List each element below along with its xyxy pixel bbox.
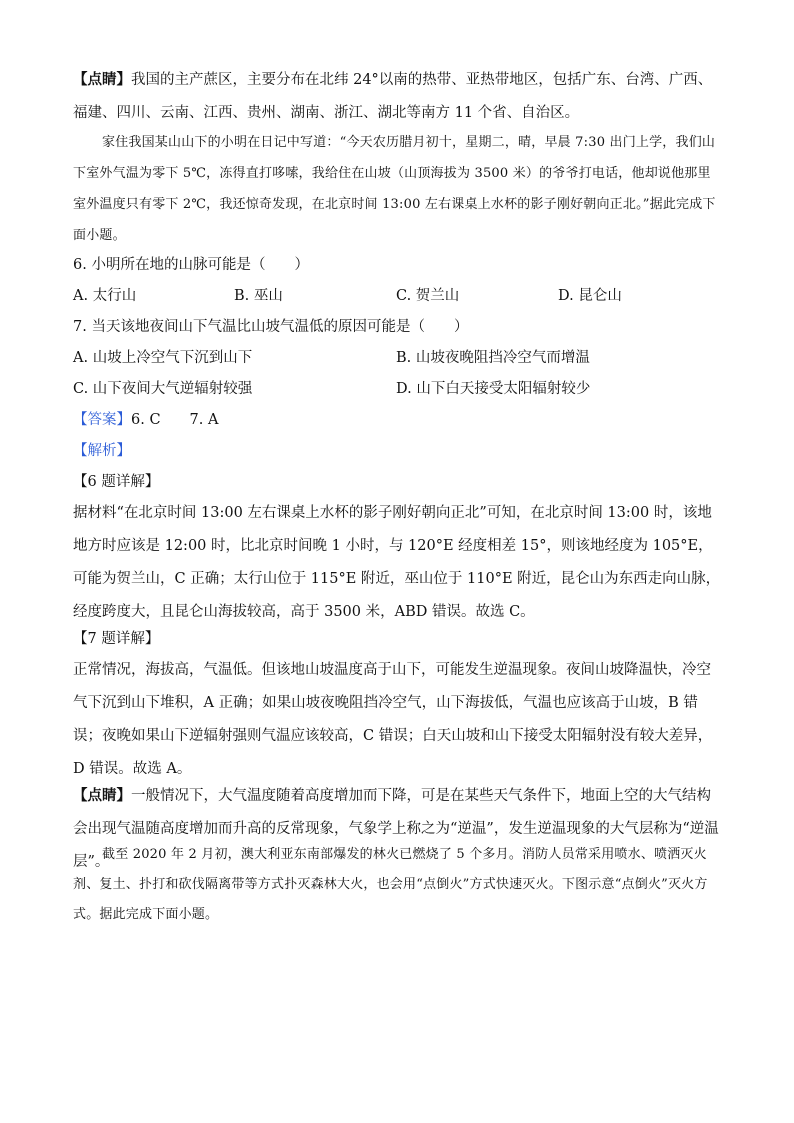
detail-6-title: 【6 题详解】 [73,474,160,490]
answer-label: 【答案】 [73,412,131,428]
q7-option-a: A. 山坡上冷空气下沉到山下 [73,350,253,366]
tip-label-2: 【点睛】 [73,787,131,804]
analysis-label: 【解析】 [73,443,131,459]
reading-passage-1: 家住我国某山山下的小明在日记中写道：“今天农历腊月初十，星期二，晴，早晨 7:30 出门上学，我们山下室外气温为零下 5℃，冻得直打哆嗦，我给住在山坡（山顶海拔为 3500 米）的爷爷打电话，他却说他那里室外温度只有零下 2℃，我还惊奇发现，在北京时间 13:00 左右课桌上水杯的影子刚好朝向正北。”据此完成下面小题。 [73,135,716,243]
tip-text: 我国的主产蔗区，主要分布在北纬 24°以南的热带、亚热带地区，包括广东、台湾、广西、福建、四川、云南、江西、贵州、湖南、浙江、湖北等南方 11 个省、自治区。 [73,72,713,121]
question-6-stem: 6. 小明所在地的山脉可能是（ ） [73,257,309,273]
q6-option-d: D. 昆仑山 [558,288,622,304]
q7-option-c: C. 山下夜间大气逆辐射较强 [73,381,253,397]
detail-7-title: 【7 题详解】 [73,631,160,647]
tip-text-2: 一般情况下，大气温度随着高度增加而下降，可是在某些天气条件下，地面上空的大气结构会出现气温随高度增加而升高的反常现象，气象学上称之为“逆温”，发生逆温现象的大气层称为“逆温层”。 [73,788,719,870]
q6-option-c: C. 贺兰山 [396,288,460,304]
q6-option-a: A. 太行山 [73,288,137,304]
detail-7-text: 正常情况，海拔高，气温低。但该地山坡温度高于山下，可能发生逆温现象。夜间山坡降温快，冷空气下沉到山下堆积，A 正确；如果山坡夜晚阻挡冷空气，山下海拔低，气温也应该高于山坡，B 错误；夜晚如果山下逆辐射强则气温应该较高，C 错误；白天山坡和山下接受太阳辐射没有较大差异，D 错误。故选 A。 [73,662,713,777]
detail-6-text: 据材料“在北京时间 13:00 左右课桌上水杯的影子刚好朝向正北”可知，在北京时间 13:00 时，该地地方时应该是 12:00 时，比北京时间晚 1 小时，与 120°E 经度相差 15°，则该地经度为 105°E，可能为贺兰山，C 正确；太行山位于 115°E 附近，巫山位于 110°E 附近，昆仑山为东西走向山脉，经度跨度大，且昆仑山海拔较高，高于 3500 米，ABD 错误。故选 C。 [73,505,721,620]
q7-option-b: B. 山坡夜晚阻挡冷空气而增温 [396,350,590,366]
q7-option-d: D. 山下白天接受太阳辐射较少 [396,381,591,397]
tip-paragraph-1 [73,63,723,130]
tip-label: 【点睛】 [73,71,131,88]
answer-text: 6. C 7. A [131,412,219,428]
question-7-stem: 7. 当天该地夜间山下气温比山坡气温低的原因可能是（ ） [73,319,469,335]
answer-line [73,409,218,431]
q6-option-b: B. 巫山 [234,288,283,304]
reading-passage-2: 截至 2020 年 2 月初，澳大利亚东南部爆发的林火已燃烧了 5 个多月。消防人员常采用喷水、喷洒灭火剂、复土、扑打和砍伐隔离带等方式扑灭森林大火，也会用“点倒火”方式快速灭火。下图示意“点倒火”灭火方式。据此完成下面小题。 [73,847,708,922]
